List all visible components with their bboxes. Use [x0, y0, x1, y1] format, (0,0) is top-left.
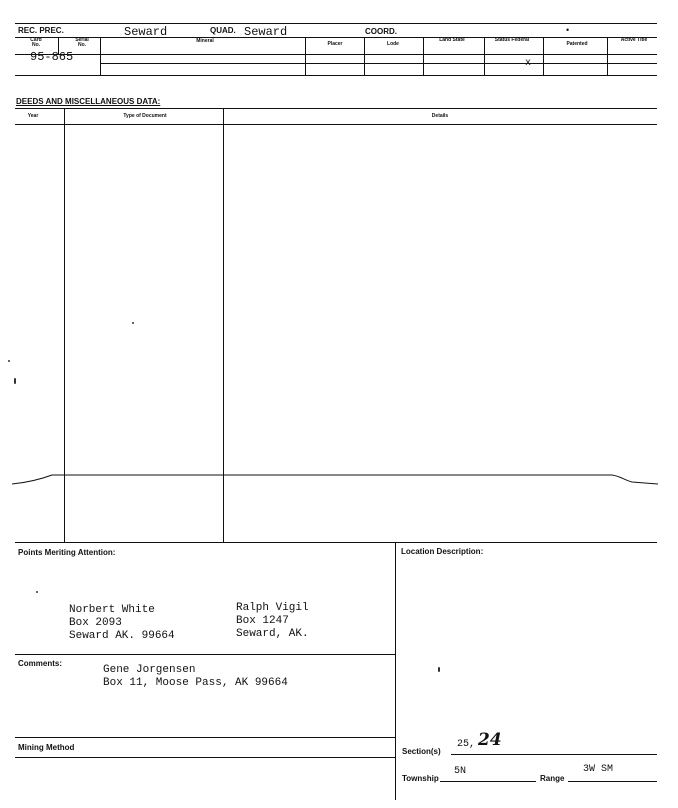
header-row-rule [15, 37, 657, 38]
range-underline [568, 781, 657, 782]
data-row-bottom-rule [15, 75, 657, 76]
land-status-divider [484, 37, 485, 75]
comments-text [103, 664, 288, 690]
contact2-line1: Ralph Vigil [236, 602, 309, 614]
serial-mineral-divider [100, 37, 101, 75]
col-lode: Lode [387, 41, 399, 47]
rec-prec-value: Seward [124, 25, 168, 39]
col-placer: Placer [327, 41, 343, 47]
mining-method-bottom-rule [15, 757, 395, 758]
speck [132, 322, 134, 324]
coord-label: COORD. [365, 27, 397, 36]
contact2-line2: Box 1247 [236, 615, 289, 627]
range-label: Range [540, 774, 565, 783]
col-status-federal: Status Federal [494, 37, 530, 43]
mineral-placer-divider [305, 37, 306, 75]
deeds-header-rule [15, 124, 657, 125]
mining-method-label: Mining Method [18, 743, 75, 752]
comments-line1: Gene Jorgensen [103, 664, 196, 676]
col-mineral: Mineral [196, 38, 214, 44]
comments-label: Comments: [18, 659, 63, 668]
sections-underline [451, 754, 657, 755]
sections-handwritten-value: 24 [478, 730, 502, 750]
speck [14, 378, 16, 384]
placer-lode-divider [364, 37, 365, 75]
contact-ralph-vigil [236, 602, 309, 641]
speck [438, 667, 440, 672]
comments-line2: Box 11, Moose Pass, AK 99664 [103, 677, 288, 689]
patented-active-divider [607, 37, 608, 75]
comments-top-rule [15, 654, 395, 655]
location-column-divider [395, 542, 396, 800]
township-label: Township [402, 774, 439, 783]
col-card-no: Card No. [30, 37, 42, 48]
township-underline [440, 781, 536, 782]
deeds-col-year: Year [27, 113, 39, 119]
lode-land-divider [423, 37, 424, 75]
speck [8, 360, 10, 362]
range-value: 3W SM [583, 764, 614, 775]
quad-label: QUAD. [210, 26, 236, 35]
contact1-line2: Box 2093 [69, 617, 122, 629]
col-land-state: Land State [439, 37, 465, 43]
card-serial-value: 95-865 [30, 50, 74, 64]
data-row-mid-rule [100, 63, 657, 64]
deeds-col-type: Type of Document [123, 113, 167, 119]
deeds-bottom-rule [15, 542, 657, 543]
status-federal-mark: x [525, 58, 532, 69]
header-bullet: • [566, 25, 570, 35]
col-serial-no: Serial No. [75, 37, 89, 48]
contact2-line3: Seward, AK. [236, 628, 309, 640]
deeds-title: DEEDS AND MISCELLANEOUS DATA: [16, 97, 161, 106]
header-top-rule [15, 23, 657, 24]
contact-norbert-white [69, 604, 175, 643]
col-patented: Patented [566, 41, 588, 47]
township-value: 5N [454, 766, 467, 777]
deeds-top-rule [15, 108, 657, 109]
card-serial-divider [58, 37, 59, 55]
deeds-col-details: Details [431, 113, 449, 119]
contact1-line1: Norbert White [69, 604, 155, 616]
speck [36, 591, 38, 593]
mining-method-top-rule [15, 737, 395, 738]
location-label: Location Description: [401, 547, 484, 556]
fold-line [12, 466, 658, 490]
sections-typed-value: 25, [457, 739, 476, 750]
status-patented-divider [543, 37, 544, 75]
sections-label: Section(s) [402, 747, 441, 756]
rec-prec-label: REC. PREC. [18, 26, 64, 35]
quad-value: Seward [244, 25, 288, 39]
points-label: Points Meriting Attention: [18, 548, 116, 557]
column-header-bottom-rule [15, 54, 657, 55]
col-active-title: Active Title [620, 37, 648, 43]
contact1-line3: Seward AK. 99664 [69, 630, 175, 642]
